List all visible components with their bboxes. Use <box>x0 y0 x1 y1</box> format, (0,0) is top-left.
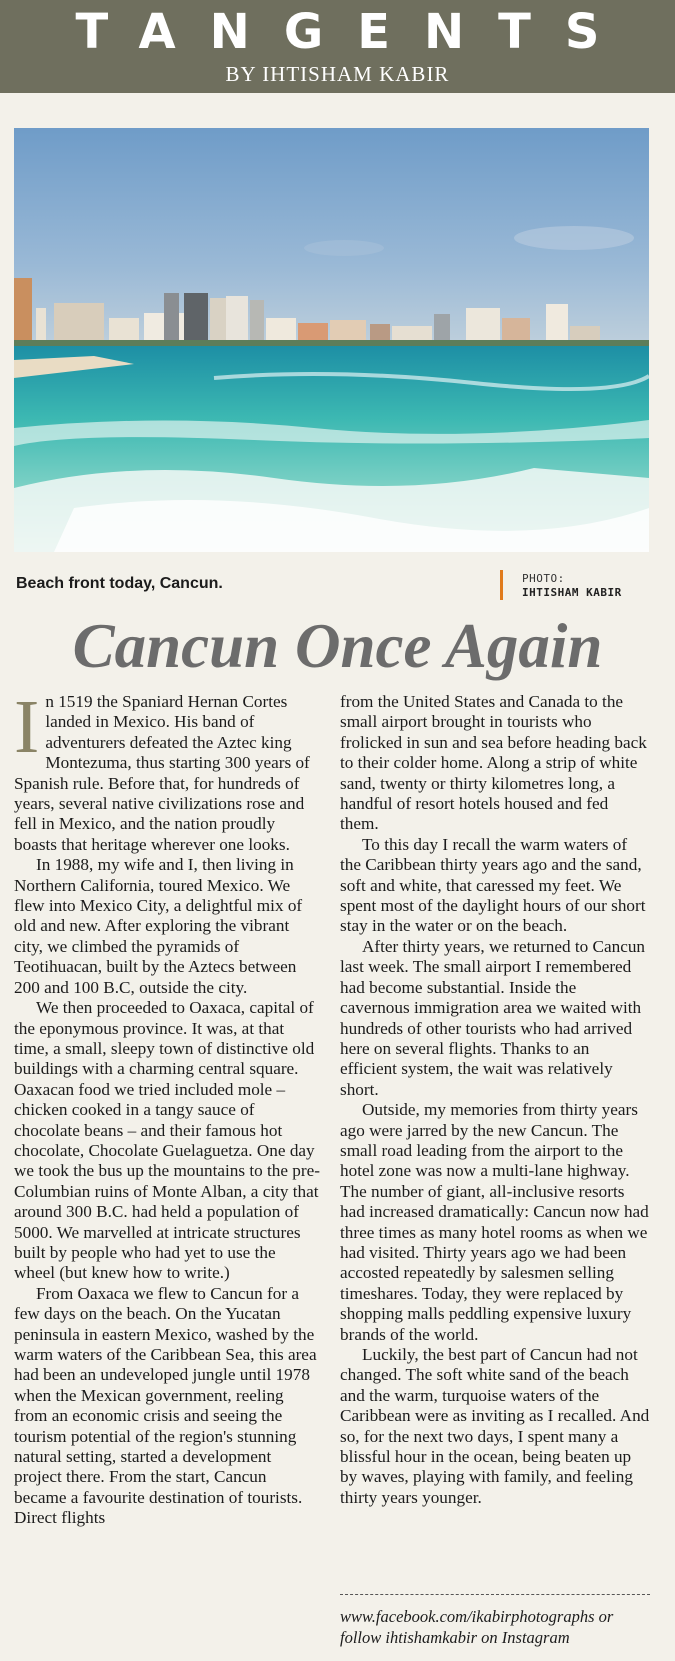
article-paragraph: To this day I recall the warm waters of the Caribbean thirty years ago and the sand, soft and white, that caressed my feet. We spent most of the daylight hours of our short stay in the water or on the beach. <box>340 834 646 936</box>
beach-photo <box>14 128 649 552</box>
article-paragraph: Outside, my memories from thirty years ago were jarred by the new Cancun. The small road leading from the airport to the hotel zone was now a multi-lane highway. The number of giant, all-inclusive resorts had increased dramatically: Cancun now had three times as many hotel rooms as when we had visited. Thirty years ago we had been accosted repeatedly by salesmen selling timeshares. Today, they were replaced by shopping malls peddling expensive luxury brands of the world. <box>340 1100 649 1344</box>
article-paragraph: from the United States and Canada to the small airport brought in tourists who frolicked in sun and sea before heading back to their colder home. Along a strip of white sand, twenty or thirty kilometres long, a handful of resort hotels housed and fed them. <box>340 692 647 834</box>
article-column-right <box>340 692 650 1508</box>
credit-accent-bar <box>500 570 503 600</box>
article-paragraph: From Oaxaca we flew to Cancun for a few days on the beach. On the Yucatan peninsula in eastern Mexico, washed by the warm waters of the Caribbean Sea, this area had been an undeveloped jungle until 1978 when the Mexican government, reeling from an economic crisis and seeing the tourism potential of the region's stunning natural setting, started a development project there. From the start, Cancun became a favourite destination of tourists. Direct flights <box>14 1283 317 1528</box>
article-headline: Cancun Once Again <box>72 611 603 681</box>
drop-cap: I <box>14 685 40 769</box>
photo-credit-label: PHOTO: <box>522 572 565 585</box>
section-title: TANGENTS <box>75 4 634 60</box>
social-footer: www.facebook.com/ikabirphotographs or follow ihtishamkabir on Instagram <box>340 1607 614 1647</box>
masthead <box>0 0 675 93</box>
article-paragraph: In 1519 the Spaniard Hernan Cortes landed in Mexico. His band of adventurers defeated the Aztec king Montezuma, thus starting 300 years of Spanish rule. Before that, for hundreds of years, several native civilizations rose and fell in Mexico, and the nation proudly boasts that heritage wherever one looks. <box>14 685 310 854</box>
photo-caption: Beach front today, Cancun. <box>16 575 223 592</box>
article-paragraph: In 1988, my wife and I, then living in Northern California, toured Mexico. We flew into Mexico City, a delightful mix of old and new. After exploring the vibrant city, we climbed the pyramids of Teotihuacan, built by the Aztecs between 200 and 100 B.C, outside the city. <box>14 855 303 997</box>
article-paragraph: Luckily, the best part of Cancun had not changed. The soft white sand of the beach and the warm, turquoise waters of the Caribbean were as inviting as I recalled. And so, for the next two days, I spent many a blissful hour in the ocean, being beaten up by waves, playing with family, and feeling thirty years younger. <box>340 1345 650 1507</box>
article-paragraph: We then proceeded to Oaxaca, capital of the eponymous province. It was, at that time, a small, sleepy town of distinctive old buildings with a charming central square. Oaxacan food we tried included mole – chicken cooked in a tangy sauce of chocolate beans – and their famous hot chocolate, Chocolate Guelaguetza. One day we took the bus up the mountains to the pre-Columbian ruins of Monte Alban, a city that around 300 B.C. had held a population of 5000. We marvelled at intricate structures built by people who had yet to use the wheel (but knew how to write.) <box>14 998 320 1283</box>
article-paragraph: After thirty years, we returned to Cancun last week. The small airport I remembered had become substantial. Inside the cavernous immigration area we waited with hundreds of other tourists who had arrived here on several flights. Thanks to an efficient system, the wait was relatively short. <box>340 936 646 1099</box>
byline: BY IHTISHAM KABIR <box>225 62 450 86</box>
article-column-left <box>14 685 320 1529</box>
photo-credit-name: IHTISHAM KABIR <box>522 586 622 599</box>
footer-divider <box>340 1594 650 1595</box>
